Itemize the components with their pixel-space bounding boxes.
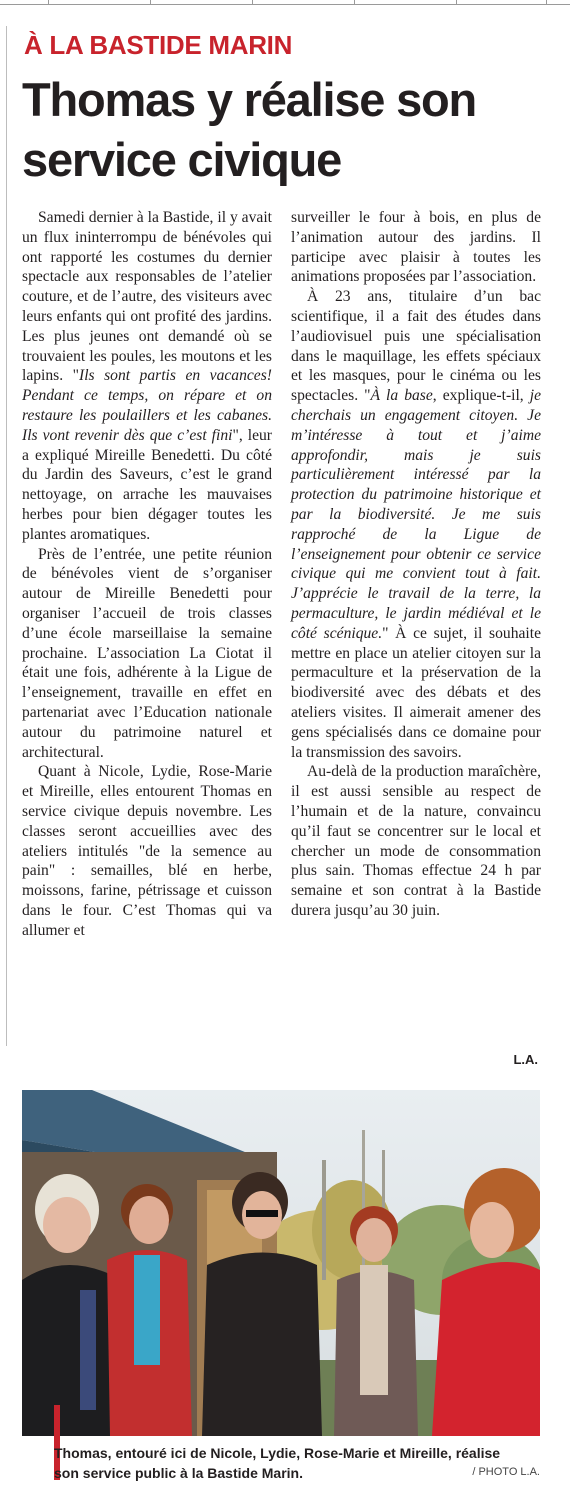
article-column-1: [22, 208, 272, 940]
top-rule: [0, 0, 570, 8]
headline: Thomas y réalise son service civique: [22, 73, 477, 186]
photo-credit: / PHOTO L.A.: [472, 1466, 540, 1478]
kicker: À LA BASTIDE MARIN: [24, 30, 293, 60]
paragraph-1: Samedi dernier à la Bastide, il y avait un flux ininterrompu de bénévoles qui ont rapporté les costumes du dernier spectacle aux responsables de l’atelier couture, et de l’autre, des visiteurs avec leurs enfants qui ont profité des jardins. Les plus jeunes ont demandé où se trouvaient les poules, les moutons et les lapins. "Ils sont partis en vacances! Pendant ce temps, on répare et on restaure les poulaillers et les cabanes. Ils vont revenir dès que c’est fini", leur a expliqué Mireille Benedetti. Du côté du Jardin des Saveurs, c’est le grand nettoyage, on arrache les mauvaises herbes pour bien dégager toutes les plantes aromatiques.: [22, 209, 272, 543]
photo-caption: Thomas, entouré ici de Nicole, Lydie, Rose-Marie et Mireille, réalise son service public à la Bastide Marin.: [54, 1445, 501, 1481]
byline: L.A.: [513, 1052, 538, 1067]
paragraph-4: À 23 ans, titulaire d’un bac scientifique, il a fait des études dans l’audiovisuel puis une spécialisation dans le maquillage, les effets spéciaux et les masques, pour le cinéma ou les spectacles. "À la base, explique-t-il, je cherchais un engagement citoyen. Je m’intéresse à tout et j’aime approfondir, mais je suis particulièrement intéressé par la protection du patrimoine historique et par la biodiversité. Je me suis rapproché de la Ligue de l’enseignement pour obtenir ce service civique qui me convient tout à fait. J’apprécie le travail de la terre, la permaculture, le jardin médiéval et le côté scénique." À ce sujet, il souhaite mettre en place un atelier citoyen sur la permaculture et la préservation de la biodiversité avec des débats et des ateliers visites. Il aimerait amener des gens spécialisés dans ce domaine pour la transmission des savoirs.: [291, 288, 541, 761]
paragraph-2: Près de l’entrée, une petite réunion de bénévoles vient de s’organiser autour de Mireille Benedetti pour organiser l’accueil de trois classes d’une école marseillaise la semaine prochaine. L’association La Ciotat il était une fois, adhérente à la Ligue de l’enseignement, travaille en effet en partenariat avec l’Education nationale autour du patrimoine naturel et architectural.: [22, 545, 272, 761]
paragraph-5: Au-delà de la production maraîchère, il est aussi sensible au respect de l’humain et de la nature, convaincu qu’il faut se concentrer sur le local et chercher un mode de consommation plus sain. Thomas effectue 24 h par semaine et son contrat à la Bastide durera jusqu’au 30 juin.: [291, 763, 541, 919]
paragraph-3: Quant à Nicole, Lydie, Rose-Marie et Mireille, elles entourent Thomas en service civique depuis novembre. Les classes seront accueillies avec des ateliers intitulés "de la semence au pain" : semailles, blé en herbe, moissons, farine, pétrissage et cuisson dans le four. C’est Thomas qui va allumer et: [22, 763, 272, 939]
paragraph-3-continued: surveiller le four à bois, en plus de l’animation autour des jardins. Il participe avec plaisir à toutes les animations proposées par l’association.: [291, 209, 541, 286]
article-column-2: [291, 208, 541, 921]
article-photo: [22, 1090, 540, 1436]
column-rule: [6, 26, 7, 1046]
